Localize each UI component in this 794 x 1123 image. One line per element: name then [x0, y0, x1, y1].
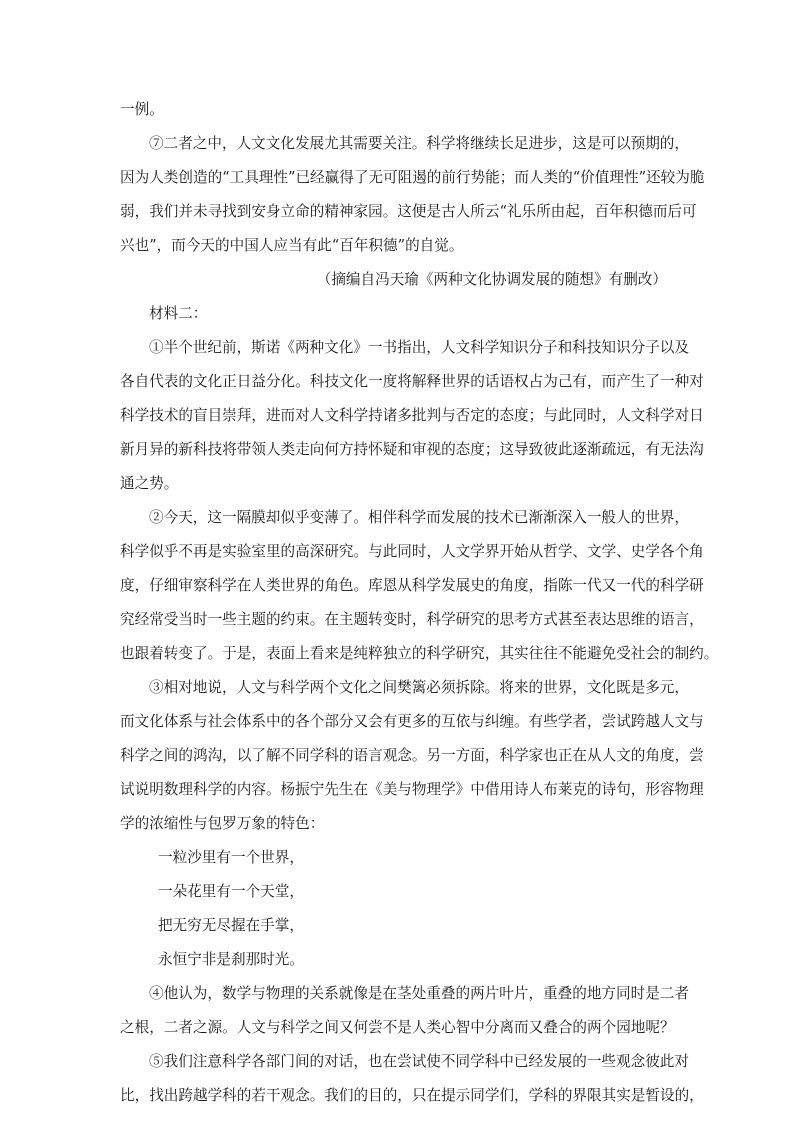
poem-line: 一朵花里有一个天堂，	[158, 883, 304, 900]
paragraph-2-line: ②今天，这一隔膜却似乎变薄了。相伴科学而发展的技术已渐渐深入一般人的世界，	[149, 509, 689, 526]
paragraph-1-line: 科学技术的盲目崇拜，进而对人文科学持诸多批判与否定的态度；与此同时，人文科学对日	[120, 407, 704, 424]
paragraph-2-line: 度，仔细审察科学在人类世界的角色。库恩从科学发展史的角度，指陈一代又一代的科学研	[120, 577, 704, 594]
paragraph-3-line: 而文化体系与社会体系中的各个部分又会有更多的互依与纠缠。有些学者，尝试跨越人文与	[120, 713, 704, 730]
paragraph-4-line: ④他认为，数学与物理的关系就像是在茎处重叠的两片叶片，重叠的地方同时是二者	[149, 985, 689, 1002]
text-line: 一例。	[120, 101, 164, 118]
poem-line: 把无穷无尽握在手掌，	[158, 917, 304, 934]
material-two-heading: 材料二：	[149, 305, 208, 322]
paragraph-1-line: 新月异的新科技将带领人类走向何方持怀疑和审视的态度；这导致彼此逐渐疏远，有无法沟	[120, 441, 704, 458]
paragraph-5-line: 比，找出跨越学科的若干观念。我们的目的，只在提示同学们，学科的界限其实是暂设的，	[120, 1087, 704, 1104]
poem-line: 永恒宁非是刹那时光。	[158, 951, 304, 968]
paragraph-3-line: 科学之间的鸿沟，以了解不同学科的语言观念。另一方面，科学家也正在从人文的角度，尝	[120, 747, 704, 764]
poem-line: 一粒沙里有一个世界，	[158, 849, 304, 866]
paragraph-1-line: 各自代表的文化正日益分化。科技文化一度将解释世界的话语权占为己有，而产生了一种对	[120, 373, 704, 390]
paragraph-2-line: 究经常受当时一些主题的约束。在主题转变时，科学研究的思考方式甚至表达思维的语言，	[120, 611, 704, 628]
paragraph-7-line: 兴也”，而今天的中国人应当有此“百年积德”的自觉。	[120, 237, 464, 254]
paragraph-7-line: 弱，我们并未寻找到安身立命的精神家园。这便是古人所云“礼乐所由起，百年积德而后可	[120, 203, 697, 220]
paragraph-3-line: 试说明数理科学的内容。杨振宁先生在《美与物理学》中借用诗人布莱克的诗句，形容物理	[120, 781, 704, 798]
paragraph-2-line: 也跟着转变了。于是，表面上看来是纯粹独立的科学研究，其实往往不能避免受社会的制约。	[120, 645, 719, 662]
paragraph-1-line: ①半个世纪前，斯诺《两种文化》一书指出，人文科学知识分子和科技知识分子以及	[149, 339, 689, 356]
paragraph-2-line: 科学似乎不再是实验室里的高深研究。与此同时，人文学界开始从哲学、文学、史学各个角	[120, 543, 704, 560]
paragraph-5-line: ⑤我们注意科学各部门间的对话，也在尝试使不同学科中已经发展的一些观念彼此对	[149, 1053, 689, 1070]
paragraph-3-line: ③相对地说，人文与科学两个文化之间樊篱必须拆除。将来的世界，文化既是多元，	[149, 679, 689, 696]
source-citation: （摘编自冯天瑜《两种文化协调发展的随想》有删改）	[316, 271, 667, 288]
paragraph-3-line: 学的浓缩性与包罗万象的特色：	[120, 815, 325, 832]
paragraph-7-line: ⑦二者之中，人文文化发展尤其需要关注。科学将继续长足进步，这是可以预期的，	[149, 135, 689, 152]
paragraph-7-line: 因为人类创造的“工具理性”已经赢得了无可阻遏的前行势能；而人类的“价值理性”还较为脆	[120, 169, 705, 186]
paragraph-1-line: 通之势。	[120, 475, 179, 492]
document-body	[120, 98, 719, 1108]
paragraph-4-line: 之根，二者之源。人文与科学之间又何尝不是人类心智中分离而又叠合的两个园地呢？	[120, 1019, 675, 1036]
